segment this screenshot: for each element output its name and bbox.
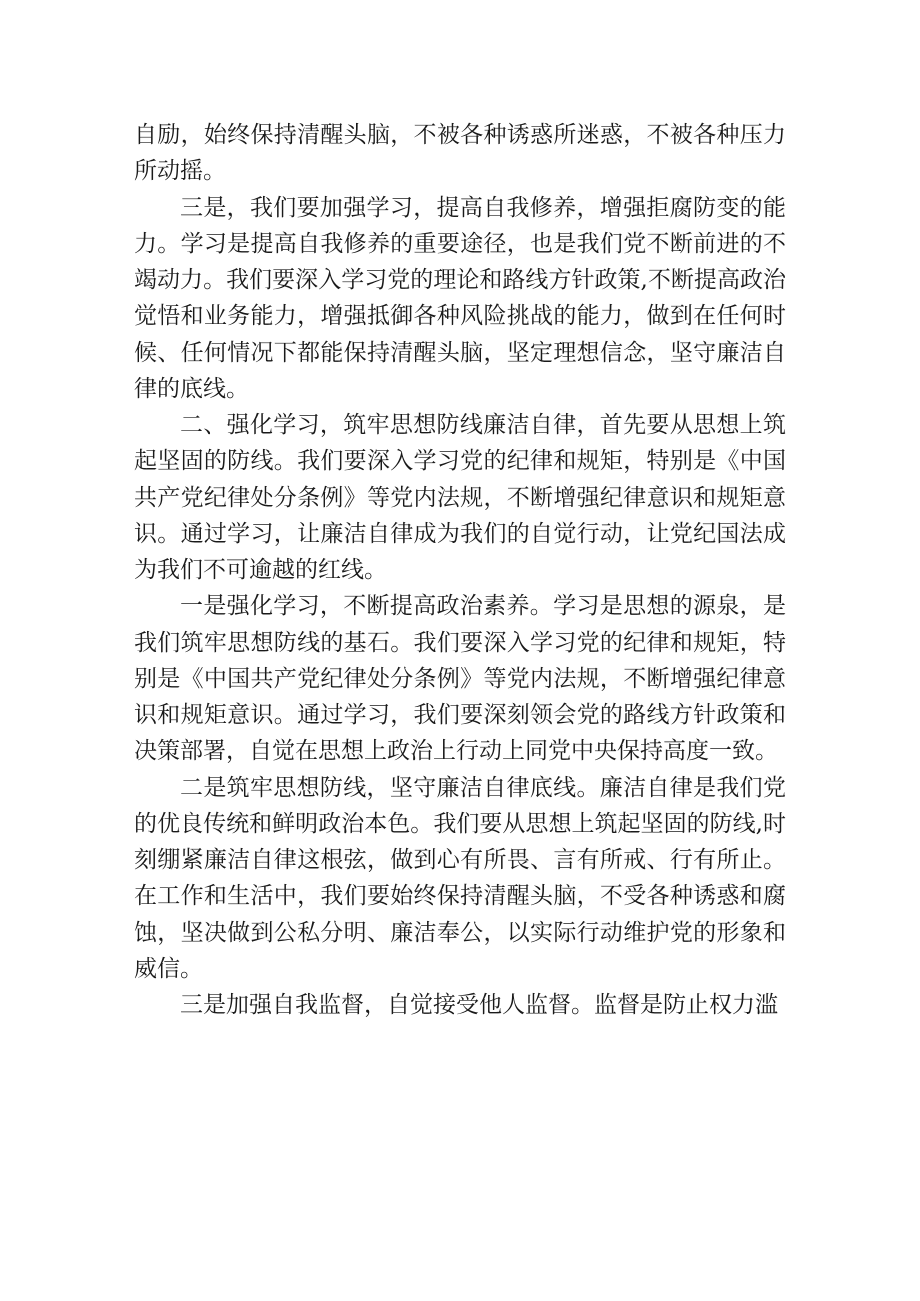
paragraph: 三是加强自我监督，自觉接受他人监督。监督是防止权力滥	[180, 992, 778, 1018]
document-body	[134, 117, 786, 1023]
paragraph: 自励，始终保持清醒头脑，不被各种诱惑所迷惑，不被各种压力所动摇。	[134, 122, 786, 185]
paragraph: 二、强化学习，筑牢思想防线廉洁自律，首先要从思想上筑起坚固的防线。我们要深入学习党的纪律和规矩，特别是《中国共产党纪律处分条例》等党内法规，不断增强纪律意识和规矩意识。通过学习，让廉洁自律成为我们的自觉行动，让党纪国法成为我们不可逾越的红线。	[134, 412, 786, 583]
paragraph: 一是强化学习，不断提高政治素养。学习是思想的源泉，是我们筑牢思想防线的基石。我们要深入学习党的纪律和规矩，特别是《中国共产党纪律处分条例》等党内法规，不断增强纪律意识和规矩意识。通过学习，我们要深刻领会党的路线方针政策和决策部署，自觉在思想上政治上行动上同党中央保持高度一致。	[134, 593, 786, 765]
paragraph: 三是，我们要加强学习，提高自我修养，增强拒腐防变的能力。学习是提高自我修养的重要途径，也是我们党不断前进的不竭动力。我们要深入学习党的理论和路线方针政策,不断提高政治觉悟和业务能力，增强抵御各种风险挑战的能力，做到在任何时候、任何情况下都能保持清醒头脑，坚定理想信念，坚守廉洁自律的底线。	[134, 194, 786, 402]
paragraph: 二是筑牢思想防线，坚守廉洁自律底线。廉洁自律是我们党的优良传统和鲜明政治本色。我们要从思想上筑起坚固的防线,时刻绷紧廉洁自律这根弦，做到心有所畏、言有所戒、行有所止。在工作和生活中，我们要始终保持清醒头脑，不受各种诱惑和腐蚀，坚决做到公私分明、廉洁奉公，以实际行动维护党的形象和威信。	[134, 774, 786, 982]
